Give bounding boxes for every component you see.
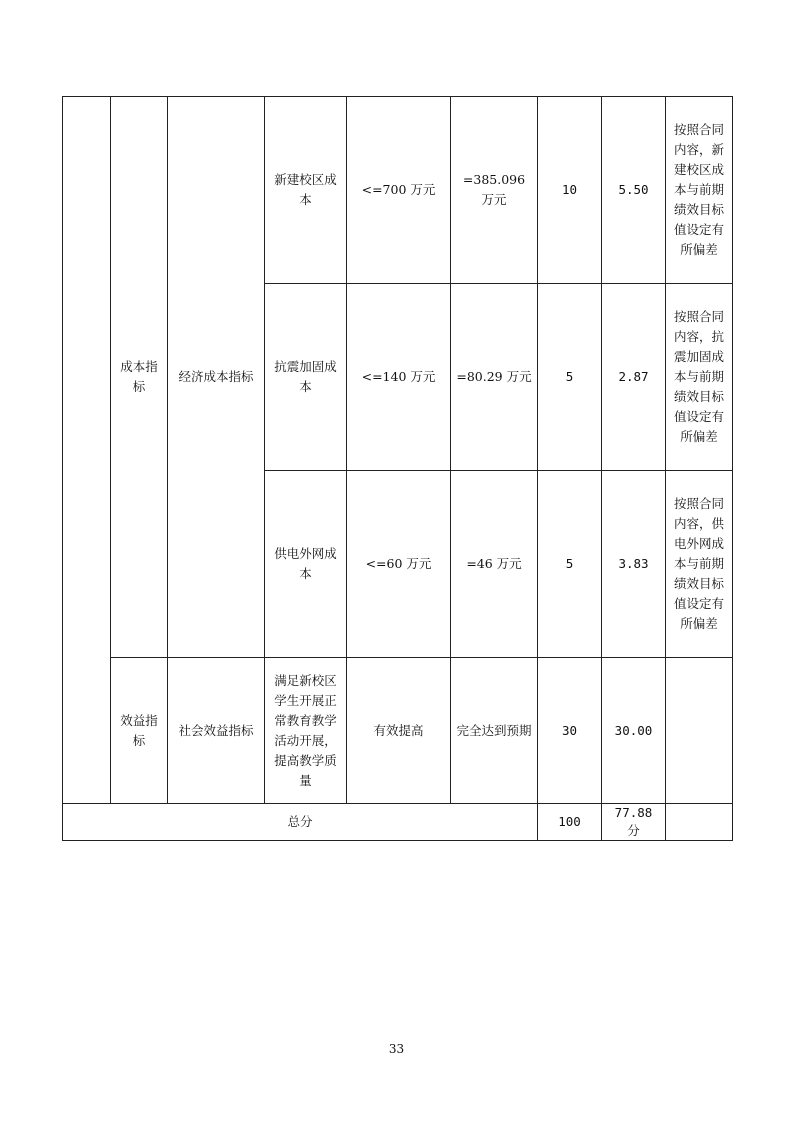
total-note — [666, 804, 733, 841]
total-label: 总分 — [63, 804, 538, 841]
page-number: 33 — [388, 1042, 405, 1056]
score-cell: 2.87 — [602, 284, 666, 471]
table-row — [63, 658, 733, 804]
score-cell: 30.00 — [602, 658, 666, 804]
total-score: 77.88 分 — [602, 804, 666, 841]
weight-cell: 5 — [538, 284, 602, 471]
note-cell: 按照合同内容，新建校区成本与前期绩效目标值设定有所偏差 — [666, 97, 733, 284]
note-cell: 按照合同内容，供电外网成本与前期绩效目标值设定有所偏差 — [666, 471, 733, 658]
table-row — [63, 97, 733, 284]
weight-cell: 5 — [538, 471, 602, 658]
target-cell: <=700 万元 — [347, 97, 451, 284]
level2-label: 成本指标 — [120, 359, 158, 394]
total-weight: 100 — [538, 804, 602, 841]
target-cell: 有效提高 — [347, 658, 451, 804]
note-cell — [666, 658, 733, 804]
indicator-cell: 供电外网成本 — [265, 471, 347, 658]
actual-cell: 完全达到预期 — [451, 658, 538, 804]
score-cell: 3.83 — [602, 471, 666, 658]
note-cell: 按照合同内容，抗震加固成本与前期绩效目标值设定有所偏差 — [666, 284, 733, 471]
score-cell: 5.50 — [602, 97, 666, 284]
level3-cost-cell — [168, 97, 265, 658]
total-row — [63, 804, 733, 841]
indicator-cell: 新建校区成本 — [265, 97, 347, 284]
weight-cell: 30 — [538, 658, 602, 804]
level3-benefit-cell: 社会效益指标 — [168, 658, 265, 804]
level1-cell — [63, 97, 111, 804]
level3-label: 经济成本指标 — [178, 369, 254, 384]
actual-cell: =385.096 万元 — [451, 97, 538, 284]
target-cell: <=140 万元 — [347, 284, 451, 471]
actual-cell: =46 万元 — [451, 471, 538, 658]
indicator-cell: 抗震加固成本 — [265, 284, 347, 471]
level2-benefit-cell: 效益指标 — [111, 658, 168, 804]
level2-cost-cell — [111, 97, 168, 658]
target-cell: <=60 万元 — [347, 471, 451, 658]
indicator-cell: 满足新校区学生开展正常教育教学活动开展，提高教学质量 — [265, 658, 347, 804]
performance-table — [62, 96, 733, 841]
actual-cell: =80.29 万元 — [451, 284, 538, 471]
weight-cell: 10 — [538, 97, 602, 284]
